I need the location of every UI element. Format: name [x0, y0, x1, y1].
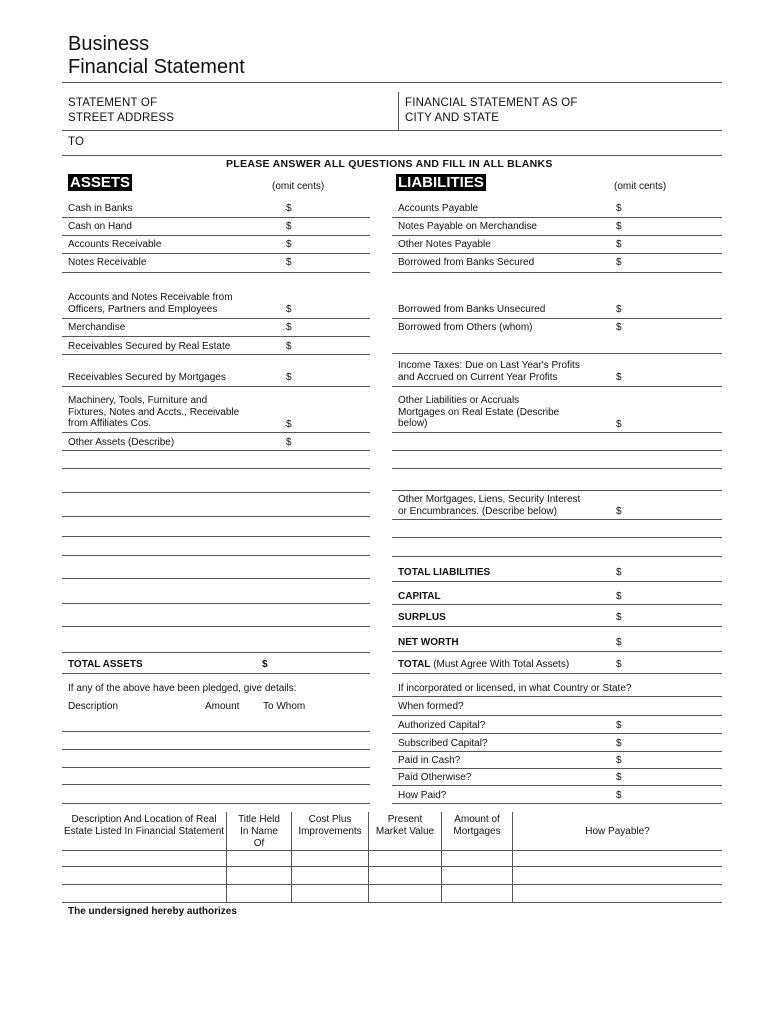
- field-line[interactable]: [392, 353, 722, 354]
- dollar-sign: $: [616, 790, 622, 801]
- table-header-description-line2: Estate Listed In Financial Statement: [63, 826, 225, 837]
- officers-label-line1: Accounts and Notes Receivable from: [68, 292, 233, 303]
- blank-line[interactable]: [62, 731, 370, 732]
- paid-otherwise-label: Paid Otherwise?: [398, 772, 472, 783]
- table-header-mortgages-line1: Amount of: [454, 814, 500, 825]
- title-line-1: Business: [68, 33, 150, 55]
- financial-statement-as-of-label: FINANCIAL STATEMENT AS OF: [405, 97, 578, 109]
- total-liabilities-label: TOTAL LIABILITIES: [398, 567, 491, 578]
- borrowed-secured-label: Borrowed from Banks Secured: [398, 257, 535, 268]
- field-line[interactable]: [392, 432, 722, 433]
- blank-line[interactable]: [392, 468, 722, 469]
- dollar-sign: $: [616, 738, 622, 749]
- borrowed-unsecured-label: Borrowed from Banks Unsecured: [398, 304, 546, 315]
- dollar-sign: $: [616, 372, 622, 383]
- field-line[interactable]: [62, 386, 370, 387]
- dollar-sign: $: [286, 322, 292, 333]
- liabilities-heading: LIABILITIES: [398, 174, 484, 191]
- capital-label: CAPITAL: [398, 591, 441, 602]
- field-line[interactable]: [392, 272, 722, 273]
- field-line[interactable]: [62, 272, 370, 273]
- title-line-2: Financial Statement: [68, 56, 245, 78]
- pledged-question: If any of the above have been pledged, give details:: [68, 683, 297, 694]
- other-liabilities-label-line1: Other Liabilities or Accruals: [398, 395, 520, 406]
- table-header-mortgages-line2: Mortgages: [453, 826, 501, 837]
- table-header-how-payable: How Payable?: [585, 826, 650, 837]
- borrowed-others-label: Borrowed from Others (whom): [398, 322, 533, 333]
- dollar-sign: $: [286, 419, 292, 430]
- total-bold-label: TOTAL: [398, 659, 431, 670]
- dollar-sign: $: [616, 567, 622, 578]
- blank-line[interactable]: [62, 803, 370, 804]
- assets-heading: ASSETS: [70, 174, 131, 191]
- dollar-sign: $: [616, 322, 622, 333]
- other-liabilities-label-line3: below): [398, 418, 428, 429]
- blank-line[interactable]: [392, 556, 722, 557]
- divider: [62, 130, 722, 131]
- dollar-sign: $: [616, 304, 622, 315]
- authorized-capital-label: Authorized Capital?: [398, 720, 486, 731]
- blank-line[interactable]: [62, 626, 370, 627]
- other-mortgages-label-line2: or Encumbrances. (Describe below): [398, 506, 557, 517]
- accounts-payable-label: Accounts Payable: [398, 203, 479, 214]
- field-line[interactable]: [62, 450, 370, 451]
- pledged-to-whom-label: To Whom: [263, 701, 306, 712]
- table-row-line[interactable]: [62, 850, 722, 851]
- field-line[interactable]: [392, 318, 722, 319]
- dollar-sign: $: [616, 203, 622, 214]
- to-label: TO: [68, 136, 85, 148]
- field-line[interactable]: [392, 386, 722, 387]
- field-line[interactable]: [62, 354, 370, 355]
- dollar-sign: $: [616, 591, 622, 602]
- dollar-sign: $: [616, 720, 622, 731]
- dollar-sign: $: [286, 372, 292, 383]
- when-formed-label: When formed?: [398, 701, 464, 712]
- blank-line[interactable]: [62, 652, 370, 653]
- blank-line[interactable]: [392, 537, 722, 538]
- field-line[interactable]: [62, 432, 370, 433]
- divider: [398, 92, 399, 130]
- machinery-label-line2: Fixtures, Notes and Accts., Receivable: [68, 407, 240, 418]
- assets-omit-cents: (omit cents): [272, 181, 325, 192]
- notes-payable-merchandise-label: Notes Payable on Merchandise: [398, 221, 537, 232]
- other-mortgages-label-line1: Other Mortgages, Liens, Security Interest: [398, 494, 581, 505]
- officers-label-line2: Officers, Partners and Employees: [68, 304, 218, 315]
- dollar-sign: $: [616, 637, 622, 648]
- pledged-description-label: Description: [68, 701, 119, 712]
- income-taxes-label-line1: Income Taxes: Due on Last Year's Profits: [398, 360, 580, 371]
- table-header-market-line1: Present: [387, 814, 423, 825]
- notes-receivable-label: Notes Receivable: [68, 257, 147, 268]
- field-line[interactable]: [62, 253, 370, 254]
- dollar-sign: $: [616, 257, 622, 268]
- secured-mortgages-label: Receivables Secured by Mortgages: [68, 372, 226, 383]
- dollar-sign: $: [616, 419, 622, 430]
- field-line[interactable]: [392, 715, 722, 716]
- field-line[interactable]: [392, 217, 722, 218]
- field-line[interactable]: [392, 519, 722, 520]
- liabilities-omit-cents: (omit cents): [614, 181, 667, 192]
- field-line[interactable]: [392, 626, 722, 627]
- table-row-line[interactable]: [62, 884, 722, 885]
- blank-line[interactable]: [62, 784, 370, 785]
- dollar-sign: $: [616, 239, 622, 250]
- field-line[interactable]: [392, 235, 722, 236]
- blank-line[interactable]: [62, 536, 370, 537]
- blank-line[interactable]: [62, 516, 370, 517]
- dollar-sign: $: [616, 659, 622, 670]
- subscribed-capital-label: Subscribed Capital?: [398, 738, 488, 749]
- table-header-cost-line2: Improvements: [298, 826, 362, 837]
- field-line[interactable]: [62, 336, 370, 337]
- field-line[interactable]: [392, 785, 722, 786]
- dollar-sign: $: [616, 221, 622, 232]
- surplus-label: SURPLUS: [398, 612, 446, 623]
- secured-real-estate-label: Receivables Secured by Real Estate: [68, 341, 231, 352]
- statement-of-label: STATEMENT OF: [68, 97, 158, 109]
- how-paid-label: How Paid?: [398, 790, 447, 801]
- table-header-title-line2: In Name: [240, 826, 278, 837]
- total-must-agree-label: [398, 659, 569, 670]
- field-line[interactable]: [392, 751, 722, 752]
- dollar-sign: $: [616, 772, 622, 783]
- blank-line[interactable]: [392, 490, 722, 491]
- cash-in-banks-label: Cash in Banks: [68, 203, 133, 214]
- divider: [62, 155, 722, 156]
- dollar-sign: $: [616, 755, 622, 766]
- field-line[interactable]: [392, 696, 722, 697]
- accounts-receivable-label: Accounts Receivable: [68, 239, 162, 250]
- dollar-sign: $: [286, 203, 292, 214]
- blank-line[interactable]: [392, 450, 722, 451]
- other-notes-payable-label: Other Notes Payable: [398, 239, 491, 250]
- dollar-sign: $: [286, 257, 292, 268]
- table-header-title-line1: Title Held: [238, 814, 280, 825]
- field-line[interactable]: [392, 733, 722, 734]
- dollar-sign: $: [262, 659, 268, 670]
- dollar-sign: $: [286, 239, 292, 250]
- table-header-title-line3: Of: [253, 838, 265, 849]
- field-line[interactable]: [392, 673, 722, 674]
- field-line[interactable]: [392, 253, 722, 254]
- field-line[interactable]: [392, 803, 722, 804]
- blank-line[interactable]: [62, 603, 370, 604]
- table-header-description-line1: Description And Location of Real: [71, 814, 217, 825]
- table-header-market-line2: Market Value: [375, 826, 435, 837]
- field-line[interactable]: [392, 651, 722, 652]
- other-liabilities-label-line2: Mortgages on Real Estate (Describe: [398, 407, 560, 418]
- dollar-sign: $: [616, 506, 622, 517]
- instruction-text: PLEASE ANSWER ALL QUESTIONS AND FILL IN ALL BLANKS: [226, 158, 553, 170]
- total-assets-label: TOTAL ASSETS: [68, 659, 143, 670]
- table-row-line[interactable]: [62, 866, 722, 867]
- machinery-label-line1: Machinery, Tools, Furniture and: [68, 395, 208, 406]
- dollar-sign: $: [286, 341, 292, 352]
- dollar-sign: $: [286, 437, 292, 448]
- field-line[interactable]: [62, 318, 370, 319]
- dollar-sign: $: [286, 304, 292, 315]
- other-assets-label: Other Assets (Describe): [68, 437, 175, 448]
- field-line[interactable]: [62, 217, 370, 218]
- cash-on-hand-label: Cash on Hand: [68, 221, 132, 232]
- blank-line[interactable]: [62, 749, 370, 750]
- blank-line[interactable]: [62, 492, 370, 493]
- total-note-label: (Must Agree With Total Assets): [433, 659, 570, 670]
- income-taxes-label-line2: and Accrued on Current Year Profits: [398, 372, 558, 383]
- divider: [62, 82, 722, 83]
- table-row-line[interactable]: [62, 902, 722, 903]
- machinery-label-line3: from Affiliates Cos.: [68, 418, 152, 429]
- pledged-amount-label: Amount: [205, 701, 240, 712]
- authorization-text: The undersigned hereby authorizes: [68, 906, 237, 917]
- field-line[interactable]: [392, 768, 722, 769]
- blank-line[interactable]: [62, 555, 370, 556]
- city-and-state-label: CITY AND STATE: [405, 112, 500, 124]
- merchandise-label: Merchandise: [68, 322, 126, 333]
- blank-line[interactable]: [62, 767, 370, 768]
- blank-line[interactable]: [62, 468, 370, 469]
- field-line[interactable]: [392, 604, 722, 605]
- table-header-cost-line1: Cost Plus: [308, 814, 352, 825]
- field-line[interactable]: [392, 581, 722, 582]
- incorporated-question: If incorporated or licensed, in what Country or State?: [398, 683, 632, 694]
- blank-line[interactable]: [62, 578, 370, 579]
- dollar-sign: $: [286, 221, 292, 232]
- dollar-sign: $: [616, 612, 622, 623]
- field-line[interactable]: [62, 673, 370, 674]
- net-worth-label: NET WORTH: [398, 637, 459, 648]
- paid-in-cash-label: Paid in Cash?: [398, 755, 461, 766]
- street-address-label: STREET ADDRESS: [68, 112, 175, 124]
- field-line[interactable]: [62, 235, 370, 236]
